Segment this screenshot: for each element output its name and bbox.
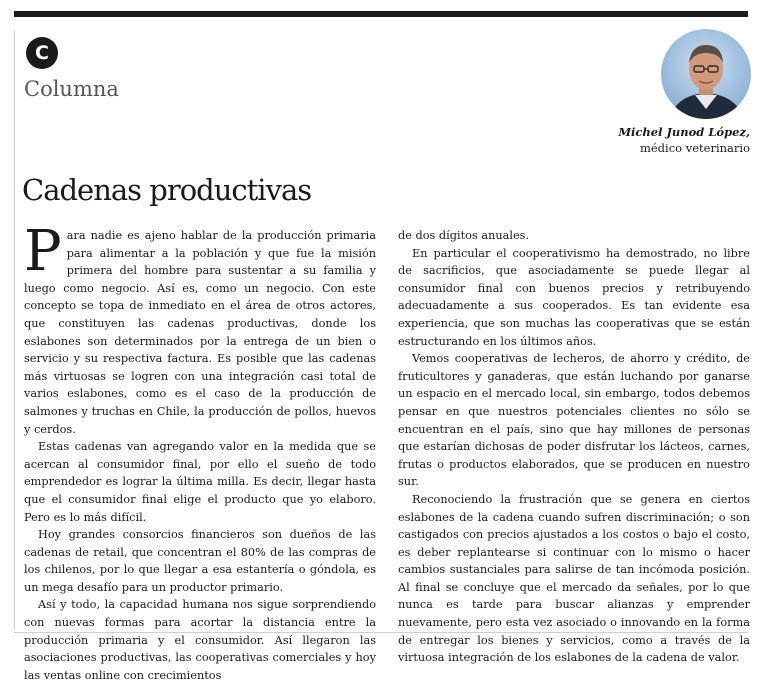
article-column-1 bbox=[24, 219, 376, 684]
column-badge: C bbox=[26, 37, 58, 69]
dropcap: P bbox=[24, 219, 62, 284]
first-paragraph-text: ara nadie es ajeno hablar de la producción primaria para alimentar a la población y que fue la misión primera del hombre para sustentar a su familia y luego como negocio. Así es, como un negocio. Con este concepto se topa de inmediato en el área de otros actores, que constituyen las cadenas productivas, donde los eslabones son determinados por la entrega de un bien o servicio y su respectiva factura. Es posible que las cadenas más virtuosas se logren con una integración casi total de varios eslabones, como es el caso de la producción de salmones y truchas en Chile, la producción de pollos, huevos y cerdos. bbox=[24, 229, 376, 436]
article-title: Cadenas productivas bbox=[22, 173, 312, 207]
author-role: médico veterinario bbox=[639, 141, 750, 155]
article-paragraph: Estas cadenas van agregando valor en la medida que se acercan al consumidor final, por ello el sueño de todo emprendedor es lograr la última milla. Es decir, llegar hasta que el consumidor final elige el producto que yo elaboro. Pero es lo más difícil. bbox=[24, 440, 376, 524]
bottom-rule bbox=[14, 632, 748, 633]
article-paragraph bbox=[24, 219, 376, 438]
article-paragraph: Reconociendo la frustración que se genera en ciertos eslabones de la cadena cuando sufren discriminación; o son castigados con precios ajustados a los costos o bajo el costo, es deber replantearse si continuar con lo mismo o hacer cambios sustanciales para salirse de tan incómoda posición. Al final se concluye que el mercado da señales, por lo que nunca es tarde para buscar alianzas y emprender nuevamente, pero esta vez asociado o innovando en la forma de entregar los bienes y servicios, como a través de la virtuosa integración de los eslabones de la cadena de valor. bbox=[398, 492, 750, 665]
article-paragraph-continuation: de dos dígitos anuales. bbox=[398, 229, 530, 242]
left-rule bbox=[14, 30, 15, 630]
article-column-2 bbox=[398, 227, 750, 667]
author-byline bbox=[618, 124, 750, 156]
article-paragraph: Vemos cooperativas de lecheros, de ahorro y crédito, de fruticultores y ganaderas, que están luchando por ganarse un espacio en el mercado local, sin embargo, todos debemos pensar en que nuestros potenciales clientes no sólo se encuentran en el país, sino que hay millones de personas que estarían dichosas de poder disfrutar los lácteos, carnes, frutas o productos elaborados, que se producen en nuestro sur. bbox=[398, 352, 750, 489]
author-photo bbox=[661, 29, 751, 119]
author-portrait-icon bbox=[661, 29, 751, 119]
article-paragraph: Hoy grandes consorcios financieros son dueños de las cadenas de retail, que concentran el 80% de las compras de los chilenos, por lo que llegar a esa estantería o góndola, es un mega desafío para un productor primario. bbox=[24, 528, 376, 594]
section-label: Columna bbox=[24, 77, 119, 101]
author-name: Michel Junod López, bbox=[618, 125, 750, 139]
top-rule bbox=[14, 11, 748, 17]
article-paragraph: Así y todo, la capacidad humana nos sigue sorprendiendo con nuevas formas para acortar la distancia entre la producción primaria y el consumidor. Así llegaron las asociaciones productivas, las cooperativas comerciales y hoy las ventas online con crecimientos bbox=[24, 598, 376, 682]
article-paragraph: En particular el cooperativismo ha demostrado, no libre de sacrificios, que asociadamente se puede llegar al consumidor final con buenos precios y retribuyendo adecuadamente a sus cooperados. Es tan evidente esa experiencia, que son muchas las cooperativas que se están estructurando en los últimos años. bbox=[398, 246, 750, 348]
